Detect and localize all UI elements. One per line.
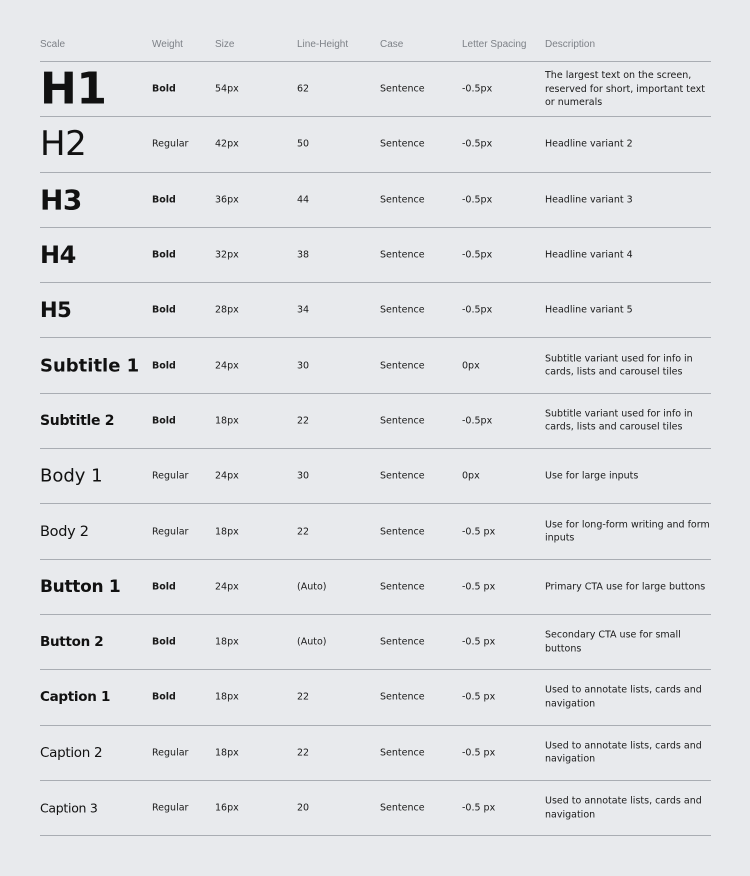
line-height-cell: (Auto) [297,581,327,593]
table-row [40,62,711,117]
size-cell: 28px [215,304,239,316]
letter-spacing-cell: -0.5px [462,249,493,261]
scale-sample: Caption 3 [40,800,98,816]
letter-spacing-cell: -0.5 px [462,691,496,703]
weight-cell: Bold [152,304,176,316]
letter-spacing-cell: -0.5px [462,304,493,316]
description-cell: Subtitle variant used for info in cards, lists and carousel tiles [545,353,693,378]
letter-spacing-cell: -0.5 px [462,802,496,814]
table-row [40,338,711,393]
letter-spacing-cell: -0.5 px [462,526,496,538]
scale-sample: H3 [40,183,82,217]
table-row [40,781,711,836]
table-row [40,560,711,615]
case-cell: Sentence [380,360,425,372]
weight-cell: Bold [152,581,176,593]
weight-cell: Regular [152,747,189,759]
scale-sample: Caption 2 [40,744,103,761]
line-height-cell: 62 [297,83,310,95]
header-weight: Weight [152,39,183,50]
weight-cell: Regular [152,526,189,538]
line-height-cell: 20 [297,802,310,814]
scale-sample: H2 [40,124,87,165]
weight-cell: Bold [152,636,176,648]
size-cell: 18px [215,526,239,538]
table-row [40,670,711,725]
size-cell: 42px [215,138,239,150]
weight-cell: Regular [152,138,189,150]
description-cell: The largest text on the screen, reserved for short, important text or numerals [545,69,705,108]
case-cell: Sentence [380,526,425,538]
description-cell: Headline variant 2 [545,138,633,150]
scale-sample: Button 1 [40,576,121,597]
table-body [40,62,711,836]
line-height-cell: 22 [297,691,310,703]
description-cell: Used to annotate lists, cards and navigation [545,684,702,710]
line-height-cell: 22 [297,415,310,427]
table-row [40,173,711,228]
line-height-cell: 30 [297,360,310,372]
table-header [40,0,711,62]
description-cell: Primary CTA use for large buttons [545,581,706,593]
letter-spacing-cell: 0px [462,360,480,372]
letter-spacing-cell: -0.5px [462,194,493,206]
case-cell: Sentence [380,747,425,759]
case-cell: Sentence [380,802,425,814]
letter-spacing-cell: -0.5 px [462,747,496,759]
table-row [40,394,711,449]
weight-cell: Regular [152,802,189,814]
case-cell: Sentence [380,691,425,703]
size-cell: 18px [215,747,239,759]
table-row [40,117,711,172]
scale-sample: Body 2 [40,523,89,540]
description-cell: Use for long-form writing and form inputs [545,519,710,544]
line-height-cell: 34 [297,304,310,316]
description-cell: Headline variant 3 [545,193,633,205]
table-row [40,504,711,559]
weight-cell: Bold [152,691,176,703]
size-cell: 16px [215,802,239,814]
weight-cell: Bold [152,415,176,427]
scale-sample: H4 [40,241,76,270]
line-height-cell: 22 [297,747,310,759]
scale-sample: Caption 1 [40,689,111,706]
size-cell: 24px [215,360,239,372]
size-cell: 54px [215,83,239,95]
header-letter-spacing: Letter Spacing [462,39,527,50]
letter-spacing-cell: -0.5 px [462,581,496,593]
weight-cell: Bold [152,249,176,261]
size-cell: 24px [215,581,239,593]
size-cell: 18px [215,636,239,648]
description-cell: Used to annotate lists, cards and navigation [545,740,702,765]
case-cell: Sentence [380,581,425,593]
line-height-cell: 44 [297,194,310,206]
letter-spacing-cell: -0.5 px [462,636,496,648]
scale-sample: H5 [40,298,72,323]
description-cell: Headline variant 5 [545,304,633,316]
size-cell: 32px [215,249,239,261]
header-line-height: Line-Height [297,39,349,50]
header-scale: Scale [40,39,66,50]
table-row [40,449,711,504]
header-case: Case [380,39,404,50]
line-height-cell: 38 [297,249,310,261]
letter-spacing-cell: 0px [462,470,480,482]
table-row [40,283,711,338]
weight-cell: Bold [152,83,176,95]
case-cell: Sentence [380,636,425,648]
letter-spacing-cell: -0.5px [462,415,493,427]
description-cell: Used to annotate lists, cards and navigation [545,795,702,820]
line-height-cell: 22 [297,526,310,538]
scale-sample: H1 [40,63,107,115]
size-cell: 18px [215,691,239,703]
size-cell: 18px [215,415,239,427]
table-row [40,228,711,283]
case-cell: Sentence [380,304,425,316]
table-row [40,615,711,670]
size-cell: 24px [215,470,239,482]
line-height-cell: 50 [297,138,310,150]
scale-sample: Subtitle 2 [40,412,115,429]
case-cell: Sentence [380,470,425,482]
weight-cell: Bold [152,360,176,372]
line-height-cell: 30 [297,470,310,482]
header-size: Size [215,39,235,50]
letter-spacing-cell: -0.5px [462,83,493,95]
scale-sample: Subtitle 1 [40,355,140,377]
case-cell: Sentence [380,138,425,150]
description-cell: Headline variant 4 [545,249,633,261]
case-cell: Sentence [380,415,425,427]
description-cell: Subtitle variant used for info in cards, lists and carousel tiles [545,408,693,433]
table-row [40,726,711,781]
scale-sample: Button 2 [40,634,104,651]
type-scale-table [40,0,711,836]
scale-sample: Body 1 [40,465,103,487]
case-cell: Sentence [380,194,425,206]
description-cell: Secondary CTA use for small buttons [545,629,681,655]
case-cell: Sentence [380,249,425,261]
letter-spacing-cell: -0.5px [462,138,493,150]
description-cell: Use for large inputs [545,470,639,482]
case-cell: Sentence [380,83,425,95]
line-height-cell: (Auto) [297,636,327,648]
weight-cell: Bold [152,194,176,206]
weight-cell: Regular [152,470,189,482]
size-cell: 36px [215,194,239,206]
header-description: Description [545,39,596,50]
